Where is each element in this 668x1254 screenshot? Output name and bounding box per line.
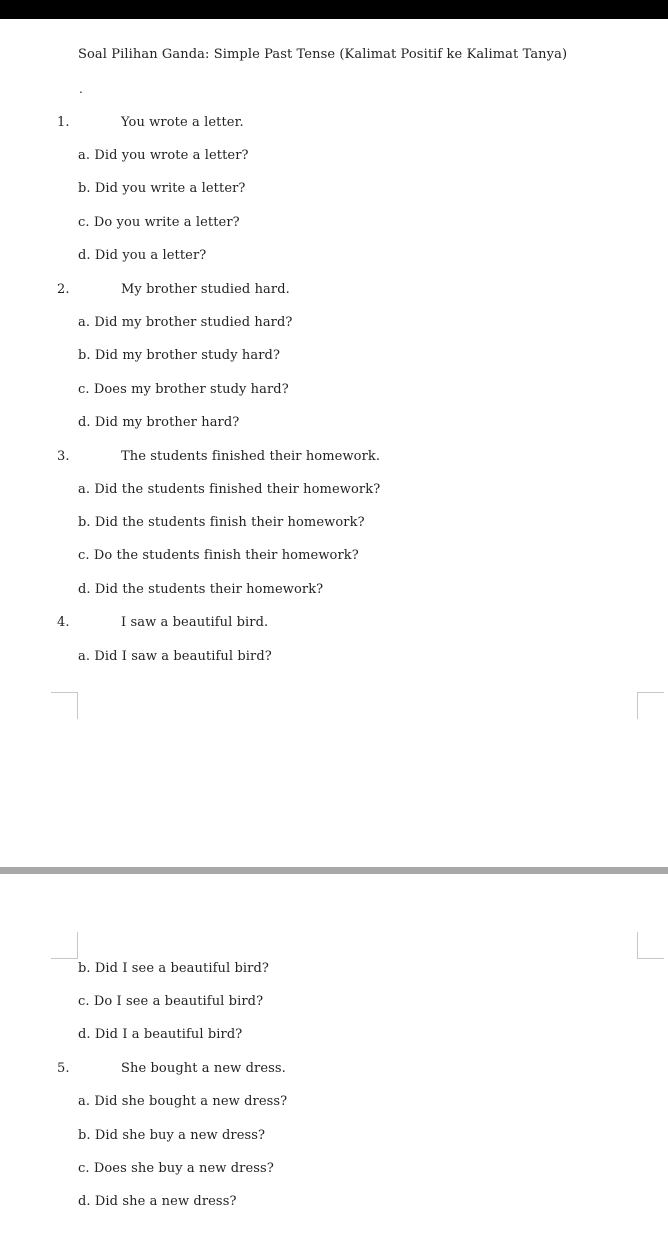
document-title: Soal Pilihan Ganda: Simple Past Tense (Kalimat Positif ke Kalimat Tanya) <box>78 47 568 62</box>
question-number: 2. <box>57 282 70 297</box>
option-a: a. Did you wrote a letter? <box>78 148 249 163</box>
question-sentence: My brother studied hard. <box>121 282 290 297</box>
option-b: b. Did you write a letter? <box>78 181 246 196</box>
option-d: d. Did my brother hard? <box>78 415 240 430</box>
question-sentence: The students finished their homework. <box>121 449 381 464</box>
page-corner-mark <box>51 932 78 959</box>
option-c: c. Does my brother study hard? <box>78 382 289 397</box>
option-c: c. Do you write a letter? <box>78 215 240 230</box>
question-number: 1. <box>57 115 70 130</box>
stray-dot: . <box>79 82 83 96</box>
question-sentence: I saw a beautiful bird. <box>121 615 269 630</box>
option-b: b. Did she buy a new dress? <box>78 1128 266 1143</box>
option-d: d. Did you a letter? <box>78 248 207 263</box>
option-b: b. Did the students finish their homework? <box>78 515 365 530</box>
option-b: b. Did I see a beautiful bird? <box>78 961 269 976</box>
page-corner-mark <box>637 692 664 719</box>
question-sentence: You wrote a letter. <box>121 115 244 130</box>
status-bar <box>0 0 668 19</box>
option-a: a. Did the students finished their homework? <box>78 482 381 497</box>
option-a: a. Did my brother studied hard? <box>78 315 293 330</box>
page-corner-mark <box>51 692 78 719</box>
question-number: 3. <box>57 449 70 464</box>
document-page-1 <box>0 19 668 867</box>
option-a: a. Did she bought a new dress? <box>78 1094 288 1109</box>
option-d: d. Did she a new dress? <box>78 1194 237 1209</box>
document-page-2 <box>0 874 668 1254</box>
question-number: 5. <box>57 1061 70 1076</box>
page-separator <box>0 867 668 874</box>
question-number: 4. <box>57 615 70 630</box>
question-sentence: She bought a new dress. <box>121 1061 286 1076</box>
option-b: b. Did my brother study hard? <box>78 348 281 363</box>
option-a: a. Did I saw a beautiful bird? <box>78 649 272 664</box>
page-corner-mark <box>637 932 664 959</box>
option-d: d. Did the students their homework? <box>78 582 324 597</box>
option-c: c. Do the students finish their homework? <box>78 548 359 563</box>
option-c: c. Do I see a beautiful bird? <box>78 994 264 1009</box>
option-d: d. Did I a beautiful bird? <box>78 1027 243 1042</box>
option-c: c. Does she buy a new dress? <box>78 1161 274 1176</box>
